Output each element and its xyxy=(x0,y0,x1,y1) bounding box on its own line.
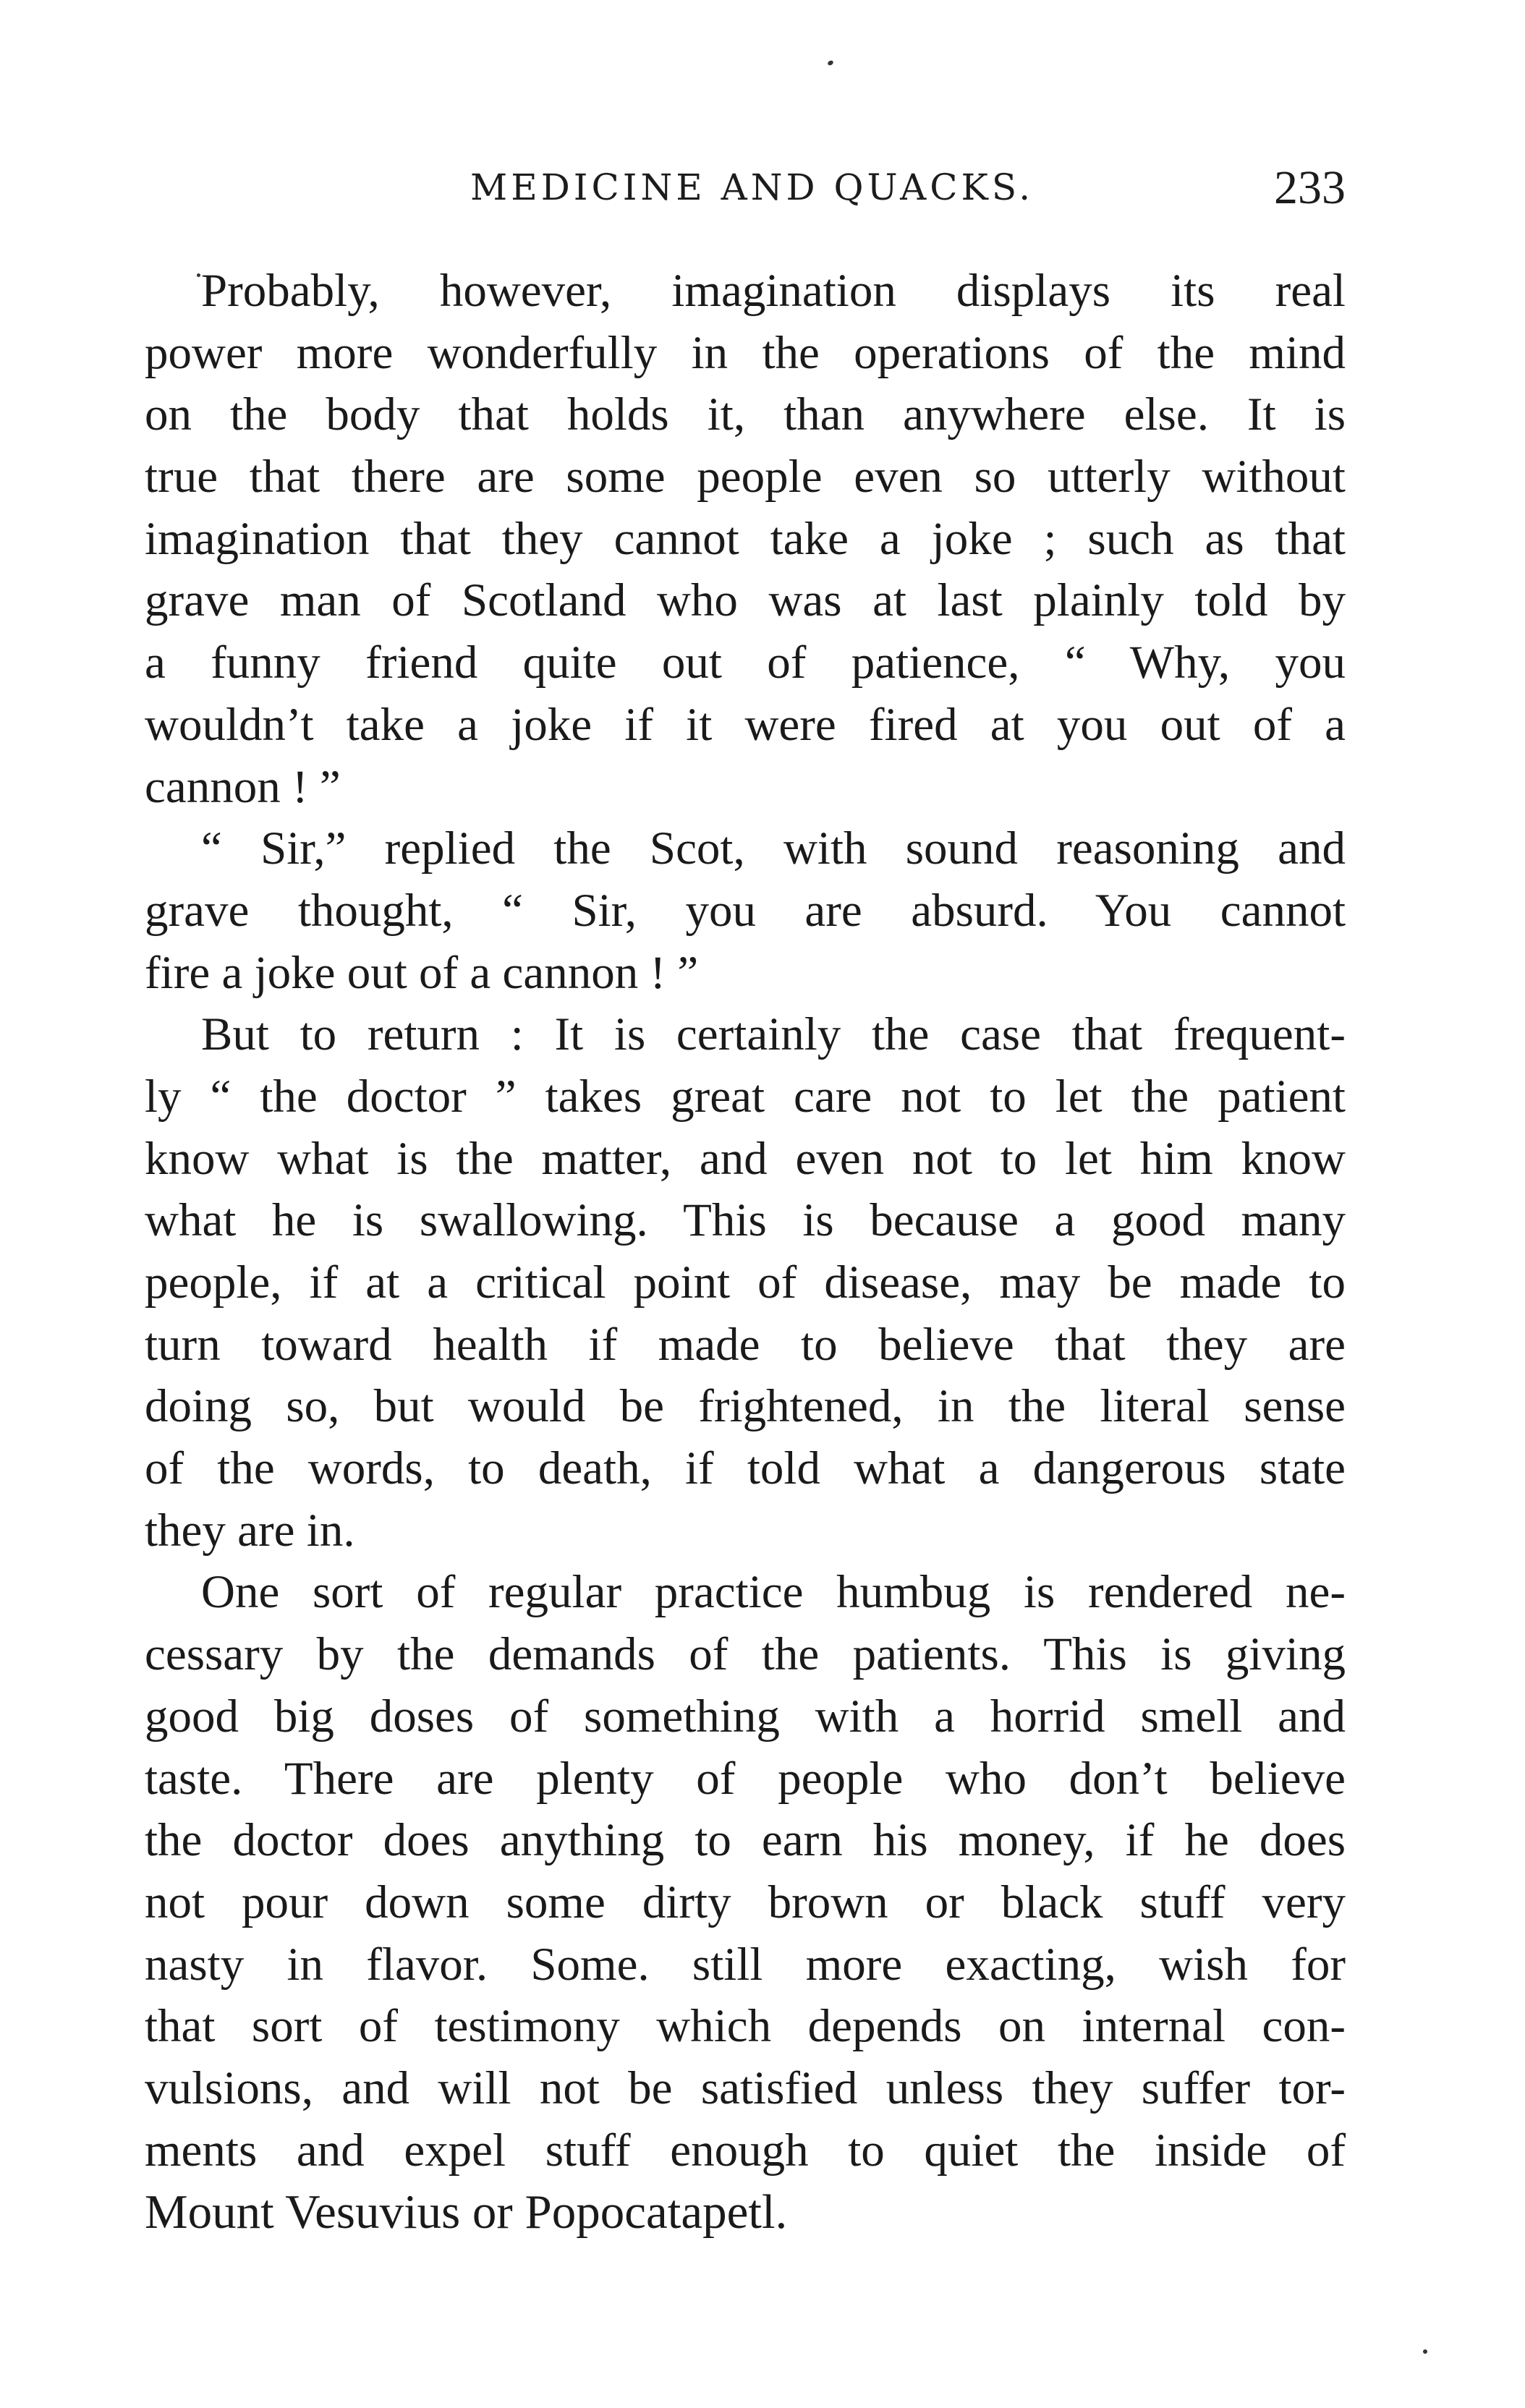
text-line: that sort of testimony which depends on internal con- xyxy=(145,2000,1346,2053)
text-line: true that there are some people even so utterly without xyxy=(145,451,1346,503)
ink-speck xyxy=(827,59,834,66)
text-line: the doctor does anything to earn his money, if he does xyxy=(145,1814,1346,1867)
text-line: ly “ the doctor ” takes great care not to let the patient xyxy=(145,1070,1346,1123)
text-line: they are in. xyxy=(145,1504,355,1557)
text-line: fire a joke out of a cannon ! ” xyxy=(145,946,699,999)
text-line: people, if at a critical point of disease, may be made to xyxy=(145,1256,1346,1309)
text-line: taste. There are plenty of people who don’t believe xyxy=(145,1752,1346,1805)
text-line: not pour down some dirty brown or black stuff very xyxy=(145,1876,1346,1928)
ink-speck xyxy=(1423,2349,1427,2354)
text-line: imagination that they cannot take a joke ; such as that xyxy=(145,512,1346,565)
text-line: One sort of regular practice humbug is rendered ne- xyxy=(201,1566,1346,1619)
text-line: power more wonderfully in the operations of the mind xyxy=(145,326,1346,379)
text-line: of the words, to death, if told what a dangerous state xyxy=(145,1442,1346,1495)
page-number: 233 xyxy=(1274,161,1346,214)
text-line: good big doses of something with a horrid smell and xyxy=(145,1690,1346,1743)
text-line: a funny friend quite out of patience, “ Why, you xyxy=(145,637,1346,689)
text-line: what he is swallowing. This is because a good many xyxy=(145,1194,1346,1247)
text-line: Probably, however, imagination displays its real xyxy=(201,265,1346,317)
text-line: wouldn’t take a joke if it were fired at you out of a xyxy=(145,698,1346,751)
running-head: MEDICINE AND QUACKS. xyxy=(470,166,1035,208)
text-line: vulsions, and will not be satisfied unless they suffer tor- xyxy=(145,2062,1346,2114)
text-line: cessary by the demands of the patients. This is giving xyxy=(145,1628,1346,1681)
text-line: on the body that holds it, than anywhere else. It is xyxy=(145,388,1346,441)
text-line: doing so, but would be frightened, in the literal sense xyxy=(145,1380,1346,1433)
text-line: cannon ! ” xyxy=(145,760,341,813)
text-line: nasty in flavor. Some. still more exacting, wish for xyxy=(145,1938,1346,1991)
page-header xyxy=(145,161,1346,218)
text-line: But to return : It is certainly the case that frequent- xyxy=(201,1008,1346,1061)
text-line: “ Sir,” replied the Scot, with sound reasoning and xyxy=(201,822,1346,875)
text-line: Mount Vesuvius or Popocatapetl. xyxy=(145,2185,788,2239)
text-line: grave man of Scotland who was at last plainly told by xyxy=(145,574,1346,627)
text-line: know what is the matter, and even not to let him know xyxy=(145,1132,1346,1185)
text-line: grave thought, “ Sir, you are absurd. You cannot xyxy=(145,884,1346,937)
body-text xyxy=(145,260,1346,2244)
text-line: turn toward health if made to believe that they are xyxy=(145,1318,1346,1371)
text-line: ments and expel stuff enough to quiet the inside of xyxy=(145,2124,1346,2177)
